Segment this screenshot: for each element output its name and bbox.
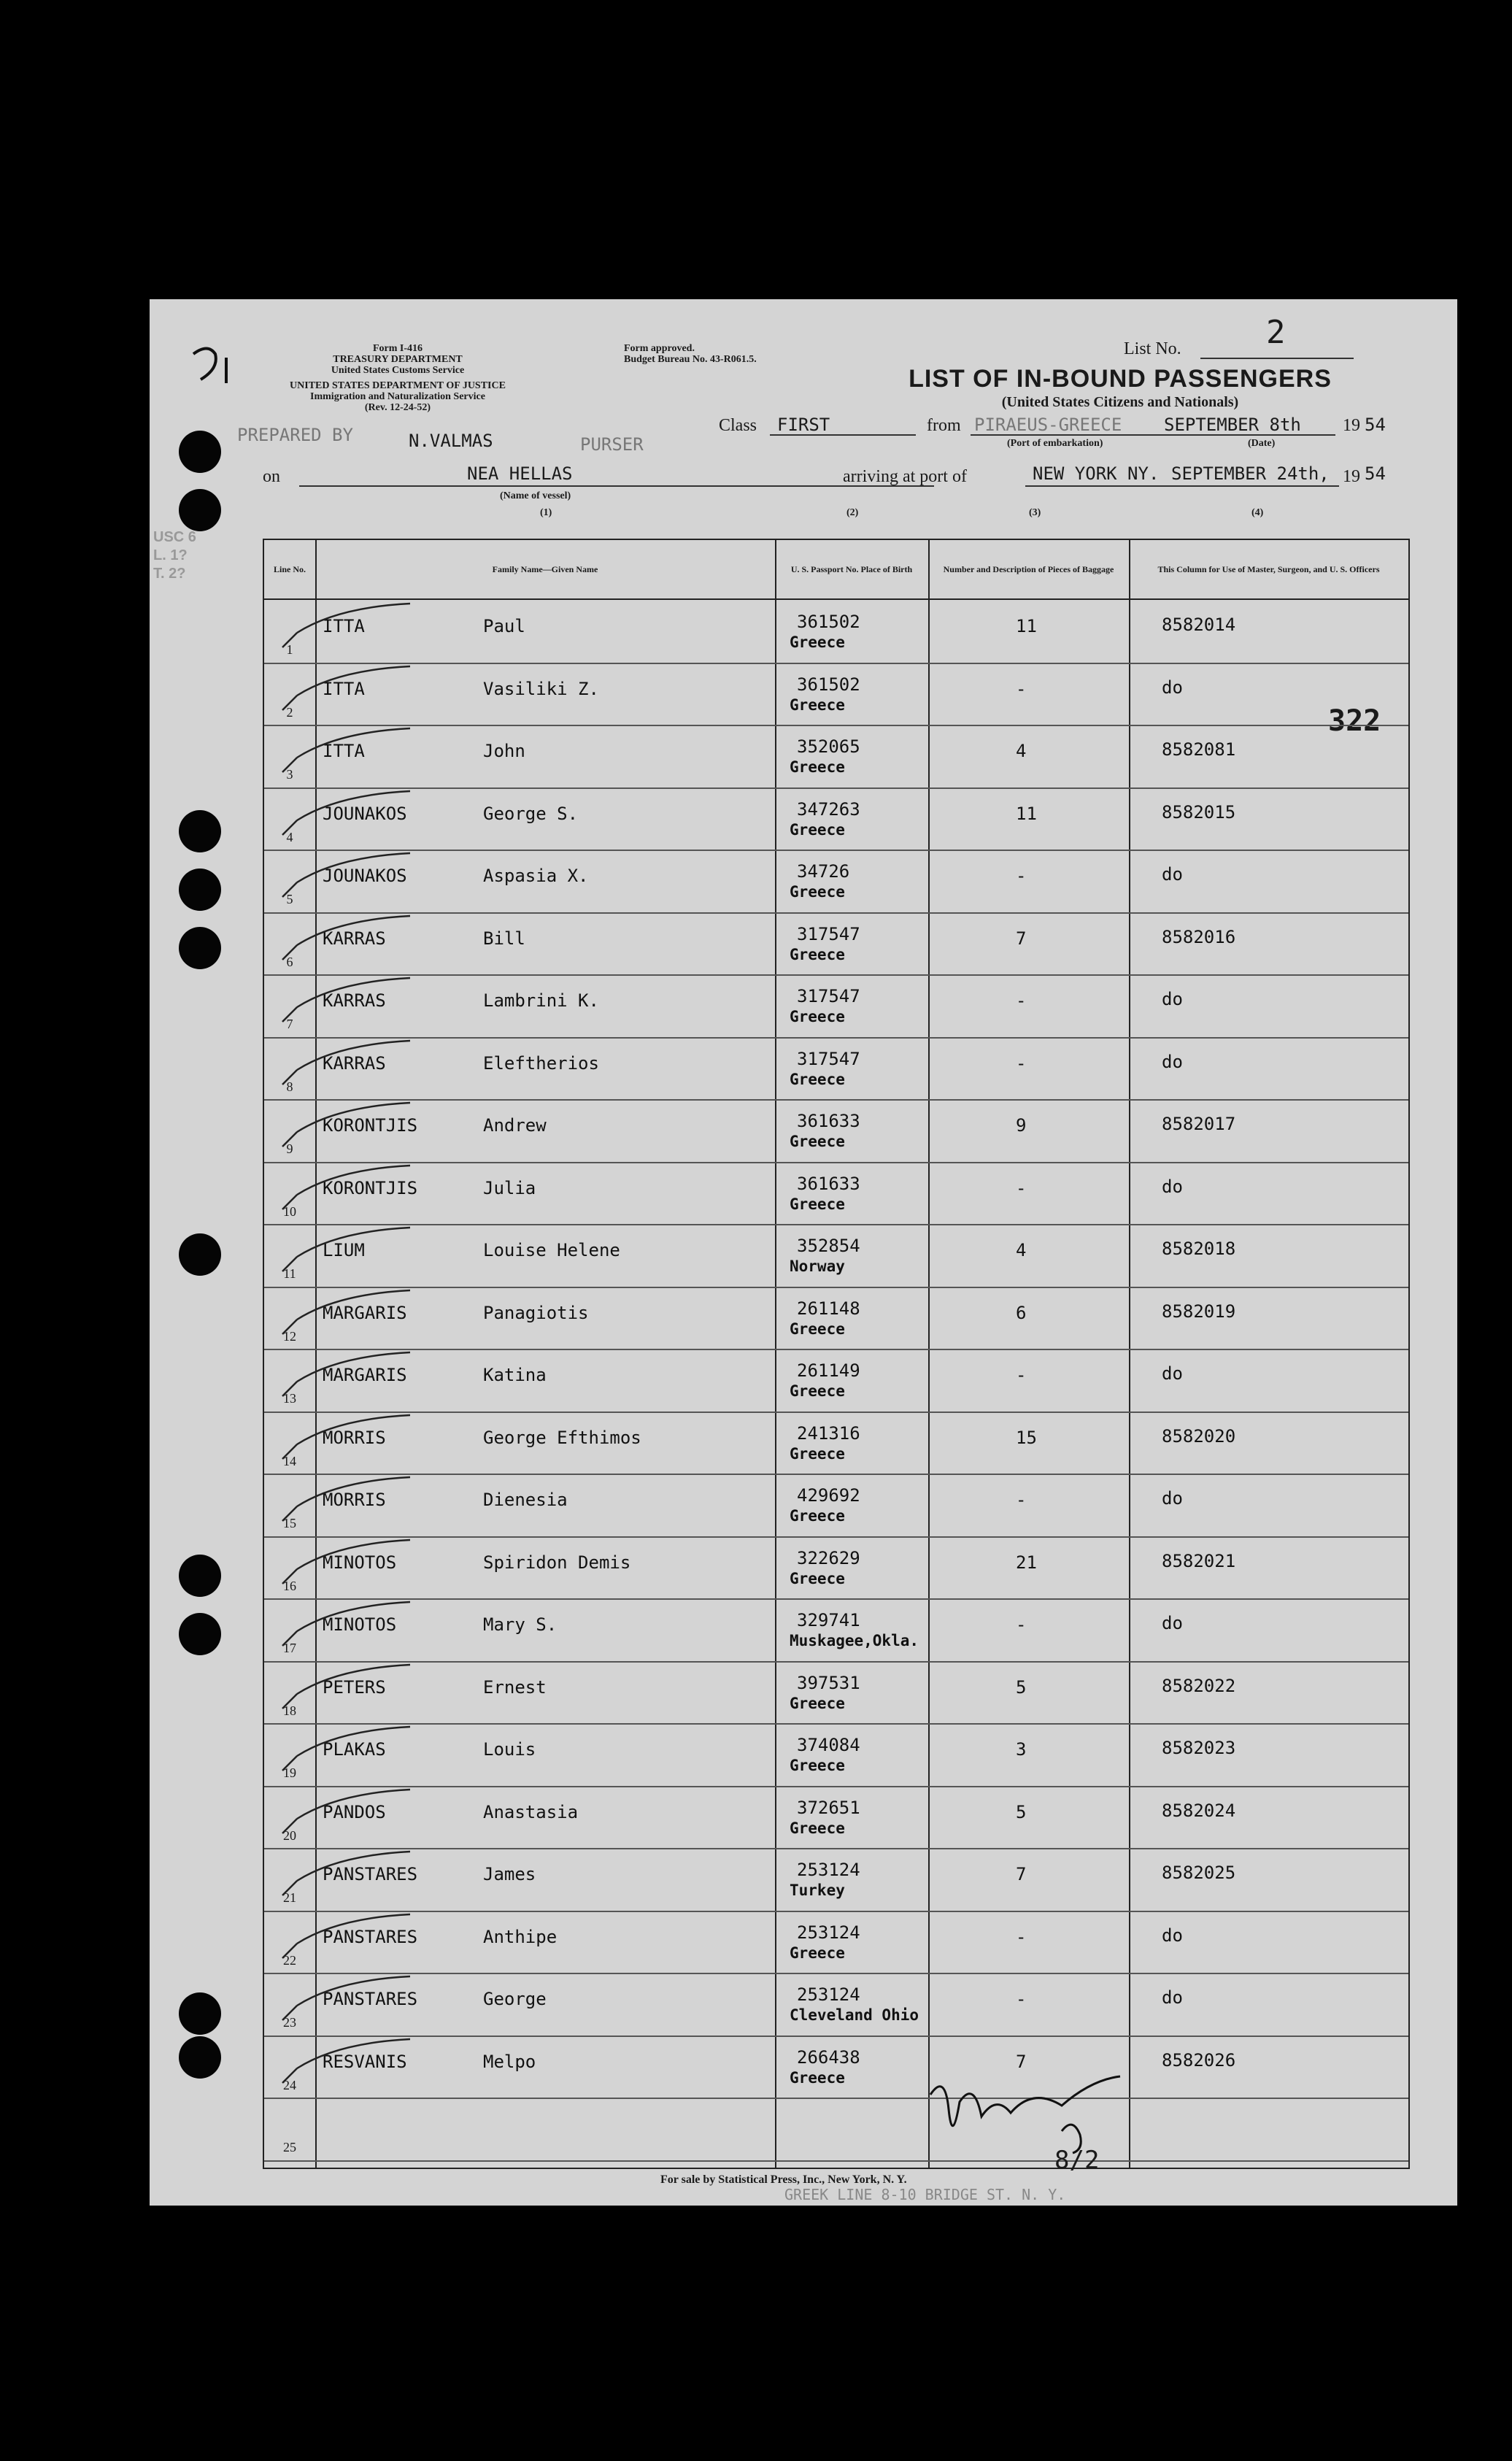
table-row [264,1287,1408,1351]
check-mark [279,1973,425,2031]
officer-entry: do [1162,989,1183,1009]
passport-number: 372651 [797,1797,860,1818]
check-mark [279,1411,425,1470]
col-header-name: Family Name—Given Name [315,540,775,600]
manifest-page [150,299,1457,2206]
family-name: MINOTOS [323,1552,397,1573]
col-cap-4: (4) [1251,507,1264,518]
check-mark [279,1661,425,1719]
line-no: 14 [283,1453,296,1468]
line-no: 2 [286,704,293,720]
baggage-count: - [1016,866,1027,886]
line-no: 17 [283,1641,296,1655]
officer-entry: do [1162,1176,1183,1197]
passport-number: 253124 [797,1984,860,2005]
baggage-count: - [1016,678,1027,699]
birthplace: Greece [790,758,845,776]
printer-credit: For sale by Statistical Press, Inc., New York, N. Y. [660,2173,907,2186]
birthplace: Greece [790,820,845,839]
line-no: 7 [286,1017,293,1031]
family-name: PETERS [323,1676,386,1698]
form-approval [624,343,887,365]
passport-number: 34726 [797,861,850,882]
given-name: George S. [483,803,579,824]
binder-hole [179,489,221,531]
check-mark [279,1037,425,1095]
birthplace: Greece [790,633,845,651]
prepared-by: N.VALMAS [409,431,493,451]
handwritten-mark [186,339,237,390]
customs-service: United States Customs Service [331,365,465,376]
line-no: 23 [283,2015,296,2030]
birthplace: Greece [790,2068,845,2087]
line-no: 21 [283,1890,296,1905]
birthplace: Greece [790,1382,845,1400]
passport-number: 347263 [797,798,860,820]
given-name: Andrew [483,1115,547,1136]
officer-entry: 8582022 [1162,1675,1236,1696]
col-cap-3: (3) [1029,507,1041,518]
given-name: Panagiotis [483,1302,589,1323]
passport-number: 253124 [797,1922,860,1943]
handwritten-initials: 8/2 [1054,2146,1100,2175]
officer-entry: 8582024 [1162,1800,1236,1821]
birthplace: Greece [790,1070,845,1088]
table-row [264,1786,1408,1850]
agency-block [259,343,536,413]
officer-entry: 8582020 [1162,1425,1236,1447]
vessel-line [299,485,934,487]
check-mark [279,1474,425,1532]
binder-hole [179,869,221,911]
col-header-passport: U. S. Passport No. Place of Birth [775,540,928,600]
officer-entry: 8582017 [1162,1114,1236,1134]
table-row [264,1474,1408,1538]
check-mark [279,1287,425,1345]
table-row [264,1911,1408,1975]
check-mark [279,912,425,971]
birthplace: Cleveland Ohio [790,2006,919,2024]
check-mark [279,1848,425,1906]
arrival-date: SEPTEMBER 24th, [1171,463,1330,484]
birthplace: Greece [790,1944,845,1962]
given-name: James [483,1864,536,1884]
check-mark [279,1723,425,1782]
line-no: 12 [283,1328,296,1344]
year-prefix-2: 19 [1343,467,1360,486]
officer-entry: do [1162,1363,1183,1384]
birthplace: Greece [790,1008,845,1025]
officer-entry: 8582021 [1162,1550,1236,1571]
check-mark [279,1911,425,1969]
list-number-label: List No. [1124,339,1181,358]
baggage-count: - [1016,1177,1027,1198]
given-name: Dienesia [483,1490,568,1510]
table-row [264,1162,1408,1226]
col-cap-2: (2) [846,507,859,518]
check-mark [279,1224,425,1282]
baggage-count: 21 [1016,1552,1037,1573]
baggage-count: - [1016,1614,1027,1635]
birthplace: Greece [790,1320,845,1338]
check-mark [279,1786,425,1844]
corner-mark: USC 6 [153,529,196,545]
birthplace: Greece [790,1444,845,1463]
passport-number: 352065 [797,736,860,757]
table-row [264,1536,1408,1601]
given-name: Louise Helene [483,1240,620,1260]
officer-entry: 8582081 [1162,739,1236,760]
family-name: PANSTARES [323,1926,418,1947]
birthplace: Greece [790,1507,845,1525]
baggage-count: 5 [1016,1676,1027,1698]
passport-number: 322629 [797,1547,860,1568]
table-row [264,1224,1408,1288]
treasury-dept: TREASURY DEPARTMENT [333,354,463,365]
from-year: 54 [1365,415,1386,435]
baggage-count: - [1016,1926,1027,1947]
passport-number: 261148 [797,1298,860,1319]
check-mark [279,787,425,846]
family-name: JOUNAKOS [323,803,407,824]
class-label: Class [719,416,757,435]
given-name: Louis [483,1739,536,1760]
birthplace: Greece [790,1195,845,1213]
passport-number: 352854 [797,1236,860,1256]
officer-entry: 8582023 [1162,1738,1236,1758]
passport-number: 317547 [797,986,860,1006]
table-row [264,1349,1408,1413]
family-name: KORONTJIS [323,1177,418,1198]
ins-service: Immigration and Naturalization Service [310,391,485,402]
check-mark [279,725,425,783]
binder-hole [179,1613,221,1655]
corner-mark: L. 1? [153,547,188,563]
officer-entry: do [1162,1987,1183,2008]
passport-number: 266438 [797,2046,860,2068]
greek-line-stamp: GREEK LINE 8-10 BRIDGE ST. N. Y. [784,2186,1066,2203]
baggage-count: 7 [1016,928,1027,949]
given-name: George Efthimos [483,1427,641,1448]
check-mark [279,1598,425,1657]
birthplace: Greece [790,945,845,963]
table-row [264,2036,1408,2100]
birthplace: Greece [790,1819,845,1837]
line-no: 4 [286,829,293,844]
officer-entry: do [1162,677,1183,698]
family-name: KARRAS [323,1052,386,1074]
vessel-caption: (Name of vessel) [500,490,571,501]
table-row [264,912,1408,977]
form-approved: Form approved. [624,343,695,354]
arriving-label: arriving at port of [843,467,967,486]
check-mark [279,1536,425,1595]
from-line [971,434,1335,436]
line-no: 15 [283,1516,296,1530]
check-mark [279,1162,425,1220]
list-number: 2 [1266,314,1286,351]
baggage-count: - [1016,1989,1027,2009]
table-row [264,1037,1408,1101]
birthplace: Greece [790,1133,845,1150]
baggage-count: 11 [1016,803,1037,824]
binder-hole [179,927,221,969]
passport-number: 329741 [797,1610,860,1630]
passenger-table [263,539,1410,2169]
baggage-count: 9 [1016,1115,1027,1136]
check-mark [279,600,425,658]
budget-bureau: Budget Bureau No. 43-R061.5. [624,354,757,365]
given-name: Lambrini K. [483,990,599,1011]
baggage-count: - [1016,1490,1027,1510]
family-name: PANSTARES [323,1989,418,2009]
officer-entry: 8582026 [1162,2049,1236,2071]
check-mark [279,974,425,1033]
officer-entry: do [1162,1051,1183,1072]
given-name: John [483,741,525,761]
officer-entry: do [1162,1613,1183,1633]
family-name: MARGARIS [323,1365,407,1385]
table-row [264,974,1408,1039]
table-row [264,850,1408,914]
given-name: Julia [483,1177,536,1198]
passport-number: 361633 [797,1173,860,1194]
col-header-baggage: Number and Description of Pieces of Baggage [928,540,1129,600]
family-name: MORRIS [323,1427,386,1448]
line-no: 9 [286,1141,293,1156]
corner-mark: T. 2? [153,566,186,582]
passport-number: 429692 [797,1485,860,1506]
line-no: 18 [283,1703,296,1718]
family-name: PLAKAS [323,1739,386,1760]
officer-entry: do [1162,864,1183,885]
baggage-count: 5 [1016,1801,1027,1822]
check-mark [279,1349,425,1407]
family-name: KARRAS [323,928,386,949]
family-name: ITTA [323,678,365,699]
family-name: MARGARIS [323,1302,407,1323]
table-row [264,1099,1408,1163]
from-date: SEPTEMBER 8th [1164,415,1301,435]
given-name: Anastasia [483,1801,579,1822]
port-embark-caption: (Port of embarkation) [1007,438,1103,449]
line-no: 5 [286,892,293,906]
birthplace: Greece [790,1694,845,1712]
baggage-count: 7 [1016,2051,1027,2072]
line-no: 20 [283,1828,296,1843]
col-cap-1: (1) [540,507,552,518]
family-name: PANSTARES [323,1864,418,1884]
passport-number: 317547 [797,923,860,944]
line-no: 24 [283,2077,296,2092]
passport-number: 397531 [797,1672,860,1693]
binder-hole [179,1555,221,1597]
line-no: 25 [283,2140,296,2154]
birthplace: Norway [790,1258,845,1275]
passport-number: 361502 [797,612,860,632]
baggage-count: 4 [1016,1240,1027,1260]
line-no: 1 [286,642,293,657]
passport-number: 361633 [797,1111,860,1131]
birthplace: Greece [790,696,845,714]
line-no: 22 [283,1952,296,1968]
vessel-name: NEA HELLAS [467,463,573,484]
baggage-count: 11 [1016,616,1037,636]
birthplace: Greece [790,1757,845,1774]
class-value: FIRST [777,415,830,435]
given-name: Paul [483,616,525,636]
given-name: Mary S. [483,1614,558,1635]
birthplace: Turkey [790,1882,845,1899]
officer-entry: 8582015 [1162,801,1236,823]
family-name: MINOTOS [323,1614,397,1635]
family-name: MORRIS [323,1490,386,1510]
form-subtitle: (United States Citizens and Nationals) [1001,394,1239,410]
passport-number: 374084 [797,1735,860,1755]
given-name: Eleftherios [483,1052,599,1074]
given-name: Aspasia X. [483,866,589,886]
handwritten-number: 322 [1328,704,1381,738]
binder-hole [179,1233,221,1276]
table-row [264,725,1408,789]
baggage-count: 7 [1016,1864,1027,1884]
given-name: Spiridon Demis [483,1552,631,1573]
family-name: RESVANIS [323,2051,407,2072]
prepared-role: PURSER [580,434,644,455]
table-row [264,1661,1408,1725]
line-no: 8 [286,1079,293,1094]
officer-entry: 8582025 [1162,1863,1236,1883]
table-row [264,1848,1408,1912]
family-name: LIUM [323,1240,365,1260]
year-prefix: 19 [1343,416,1360,435]
form-number: Form I-416 [372,343,423,354]
check-mark [279,663,425,721]
passport-number: 361502 [797,674,860,695]
prepared-by-label: PREPARED BY [237,425,353,445]
check-mark [279,1099,425,1158]
passport-number: 317547 [797,1048,860,1069]
baggage-count: - [1016,1365,1027,1385]
date-caption: (Date) [1248,438,1276,449]
baggage-count: - [1016,990,1027,1011]
col-header-line-no: Line No. [264,540,315,600]
line-no: 3 [286,767,293,782]
given-name: Bill [483,928,525,949]
table-row [264,2098,1408,2162]
from-label: from [927,416,961,435]
arrival-year: 54 [1365,463,1386,484]
given-name: George [483,1989,547,2009]
from-port: PIRAEUS-GREECE [974,415,1122,435]
table-row [264,663,1408,727]
birthplace: Muskagee,Okla. [790,1632,919,1649]
birthplace: Greece [790,1569,845,1587]
passport-number: 241316 [797,1422,860,1444]
table-row [264,1723,1408,1787]
given-name: Melpo [483,2051,536,2072]
officer-entry: 8582019 [1162,1301,1236,1322]
family-name: KARRAS [323,990,386,1011]
family-name: ITTA [323,616,365,636]
check-mark [279,850,425,908]
given-name: Anthipe [483,1926,558,1947]
list-number-line [1200,358,1354,359]
family-name: JOUNAKOS [323,866,407,886]
given-name: Ernest [483,1676,547,1698]
officer-entry: 8582016 [1162,926,1236,947]
baggage-count: - [1016,1052,1027,1074]
table-row [264,600,1408,664]
line-no: 11 [283,1266,296,1281]
arrival-line [1025,485,1339,487]
binder-hole [179,431,221,473]
table-row [264,1973,1408,2037]
officer-entry: do [1162,1488,1183,1509]
justice-dept: UNITED STATES DEPARTMENT OF JUSTICE [290,380,506,391]
baggage-count: 6 [1016,1302,1027,1323]
class-line [770,434,916,436]
table-row [264,787,1408,852]
passport-number: 261149 [797,1360,860,1381]
col-header-officers: This Column for Use of Master, Surgeon, and U. S. Officers [1129,540,1408,600]
table-row [264,1598,1408,1663]
baggage-count: 4 [1016,741,1027,761]
family-name: KORONTJIS [323,1115,418,1136]
officer-entry: 8582018 [1162,1239,1236,1259]
baggage-count: 3 [1016,1739,1027,1760]
binder-hole [179,810,221,852]
binder-hole [179,2036,221,2079]
on-label: on [263,467,280,486]
line-no: 19 [283,1765,296,1780]
officer-entry: do [1162,1925,1183,1946]
line-no: 10 [283,1203,296,1219]
table-row [264,1411,1408,1476]
baggage-count: 15 [1016,1427,1037,1448]
arrival-port: NEW YORK NY. [1033,463,1160,484]
family-name: PANDOS [323,1801,386,1822]
line-no: 6 [286,954,293,969]
check-mark [279,2036,425,2094]
given-name: Vasiliki Z. [483,678,599,699]
officer-entry: 8582014 [1162,615,1236,635]
handwritten-signature [916,2065,1135,2160]
binder-hole [179,1992,221,2035]
birthplace: Greece [790,883,845,901]
passport-number: 253124 [797,1860,860,1880]
family-name: ITTA [323,741,365,761]
form-title: LIST OF IN-BOUND PASSENGERS [909,365,1332,393]
line-no: 13 [283,1391,296,1406]
given-name: Katina [483,1365,547,1385]
revision-date: (Rev. 12-24-52) [364,402,431,413]
line-no: 16 [283,1578,296,1593]
